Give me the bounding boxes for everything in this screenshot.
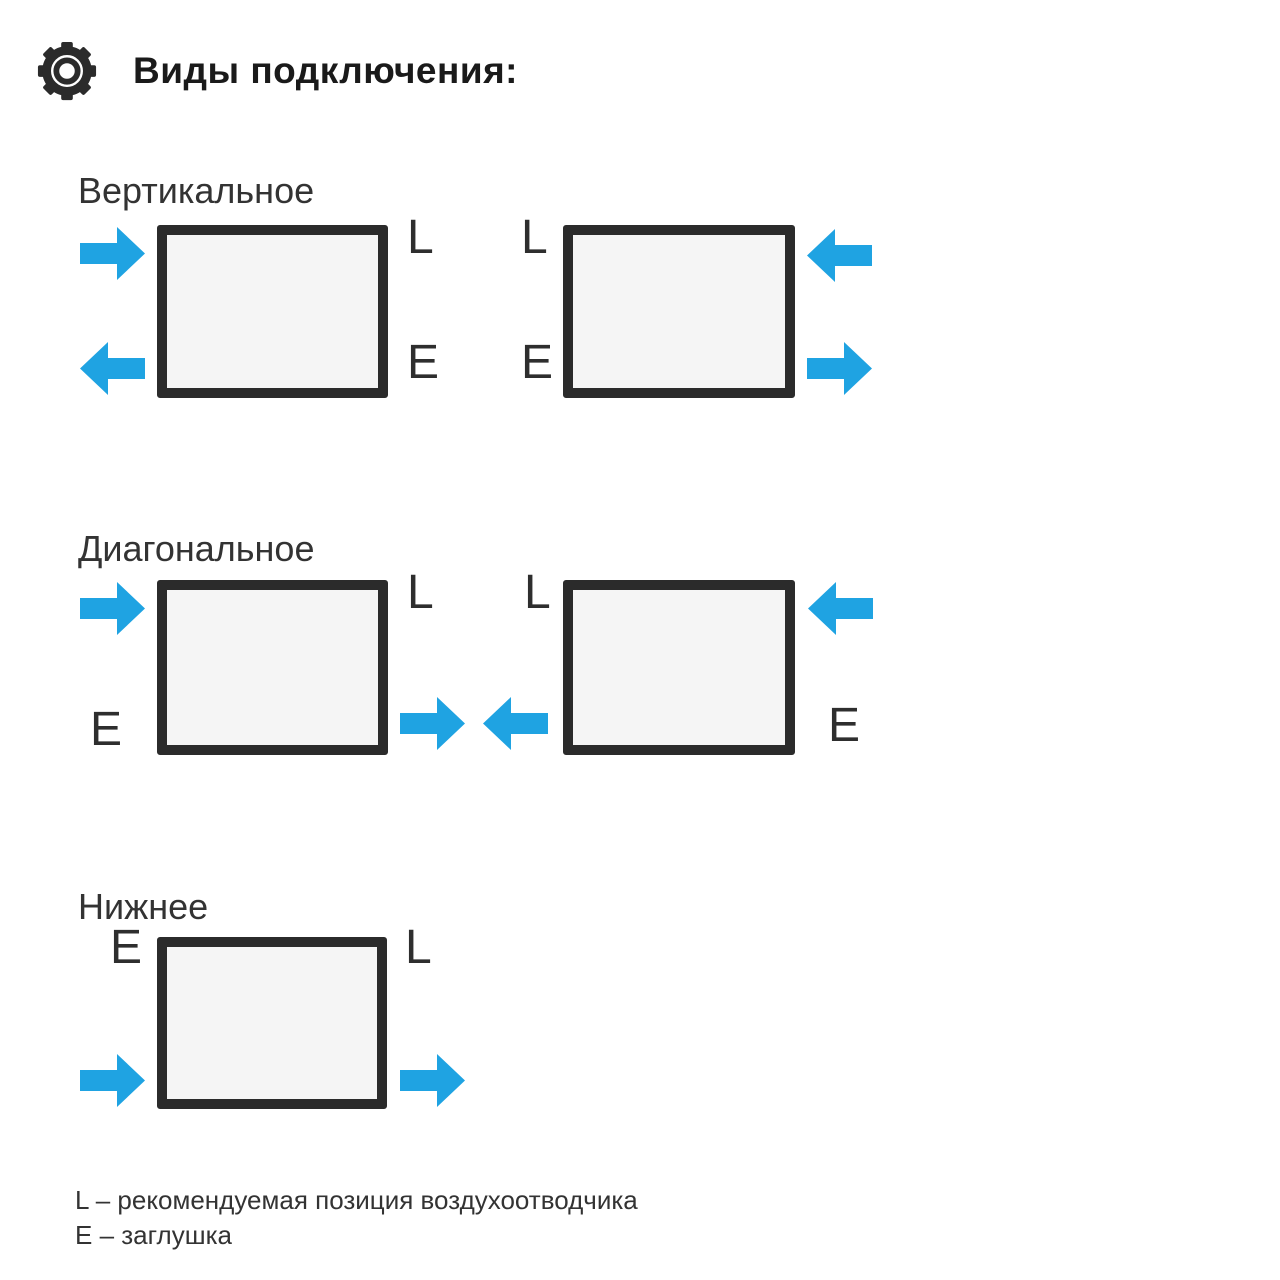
flow-in-arrow-icon [80, 1054, 145, 1107]
flow-out-arrow-icon [400, 697, 465, 750]
radiator-body [563, 580, 795, 755]
flow-in-arrow-icon [807, 229, 872, 282]
port-label-e: E [828, 699, 861, 752]
port-label-l: L [407, 566, 434, 619]
port-label-l: L [524, 566, 551, 619]
flow-in-arrow-icon [80, 227, 145, 280]
port-label-l: L [407, 211, 434, 264]
port-label-l: L [521, 211, 548, 264]
port-label-e: E [90, 703, 123, 756]
section-title-bottom: Нижнее [78, 886, 209, 927]
legend-line-e: E – заглушка [75, 1220, 232, 1250]
radiator-body [157, 580, 388, 755]
flow-out-arrow-icon [807, 342, 872, 395]
radiator-body [157, 225, 388, 398]
port-label-e: E [521, 336, 554, 389]
port-label-e: E [407, 336, 440, 389]
flow-out-arrow-icon [483, 697, 548, 750]
page-title: Виды подключения: [133, 50, 519, 91]
legend-line-l: L – рекомендуемая позиция воздухоотводчика [75, 1185, 638, 1215]
port-label-l: L [405, 921, 432, 974]
legend [75, 1183, 638, 1253]
flow-in-arrow-icon [808, 582, 873, 635]
gear-icon [36, 40, 98, 102]
flow-out-arrow-icon [80, 342, 145, 395]
flow-out-arrow-icon [400, 1054, 465, 1107]
section-title-vertical: Вертикальное [78, 170, 315, 211]
flow-in-arrow-icon [80, 582, 145, 635]
radiator-body [563, 225, 795, 398]
radiator-body [157, 937, 387, 1109]
port-label-e: E [110, 921, 143, 974]
section-title-diagonal: Диагональное [78, 528, 315, 569]
